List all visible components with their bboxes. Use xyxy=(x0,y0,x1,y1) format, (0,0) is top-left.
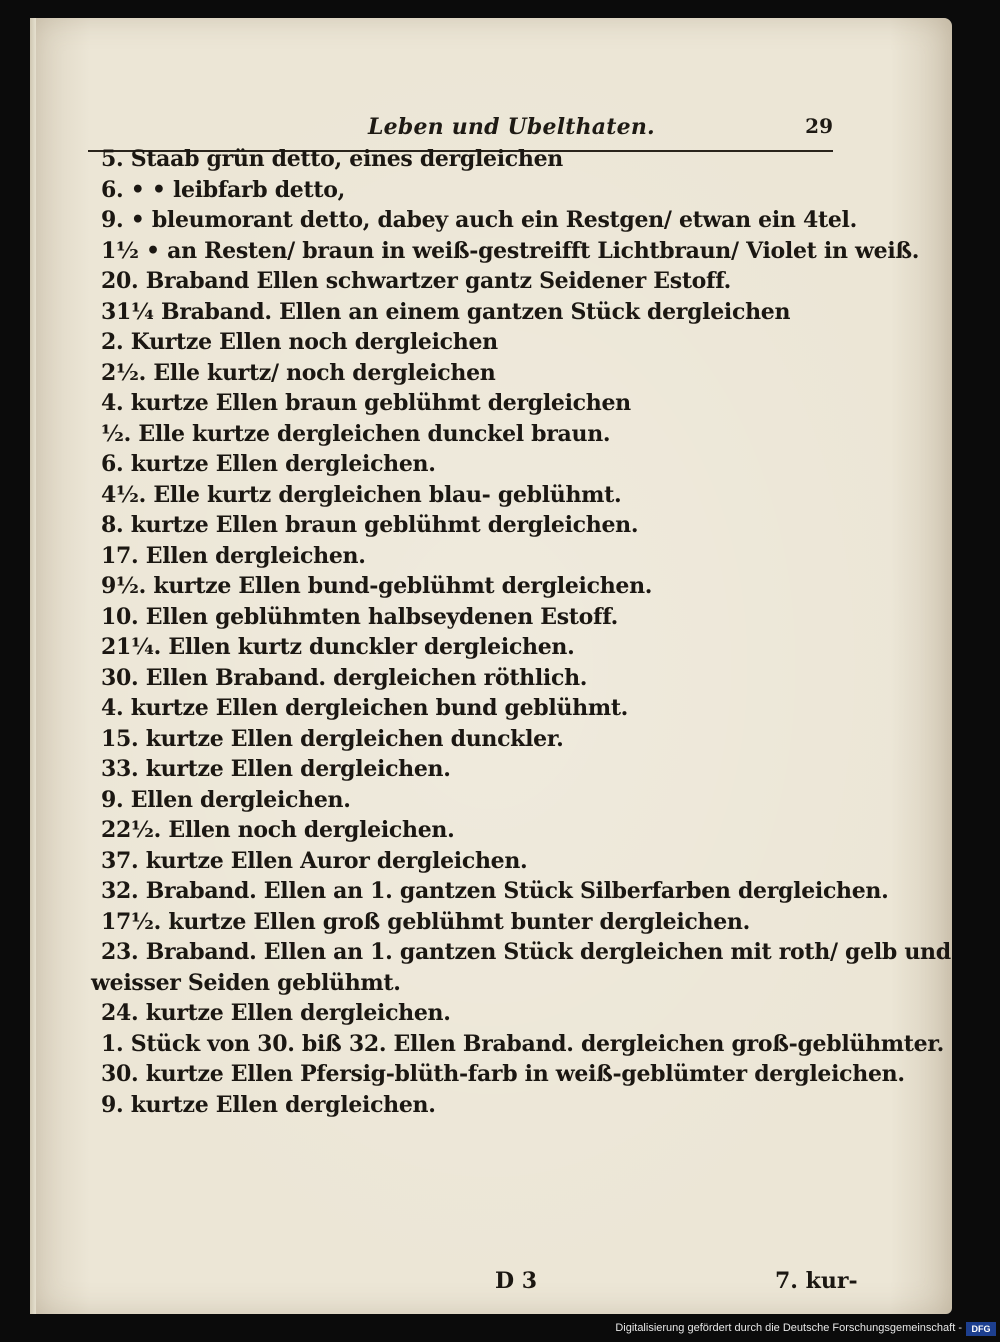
list-line: 37. kurtze Ellen Auror dergleichen. xyxy=(101,847,528,874)
list-line: 9. • bleumorant detto, dabey auch ein Restgen/ etwan ein 4tel. xyxy=(101,207,857,233)
page-footer xyxy=(101,1268,861,1298)
list-line: 17½. kurtze Ellen groß geblühmt bunter dergleichen. xyxy=(101,908,750,935)
inventory-list xyxy=(91,144,951,1294)
list-line: 24. kurtze Ellen dergleichen. xyxy=(101,1000,451,1026)
list-line: 4. kurtze Ellen dergleichen bund geblühmt. xyxy=(101,695,629,721)
list-line: 2½. Elle kurtz/ noch dergleichen xyxy=(101,359,496,386)
list-line: 31¼ Braband. Ellen an einem gantzen Stück dergleichen xyxy=(101,298,791,325)
digitization-credit: Digitalisierung gefördert durch die Deutsche Forschungsgemeinschaft - xyxy=(615,1322,962,1334)
list-line: 6. • • leibfarb detto, xyxy=(101,176,345,203)
list-line: 1. Stück von 30. biß 32. Ellen Braband. dergleichen groß-geblühmter. xyxy=(101,1030,944,1057)
list-line: 20. Braband Ellen schwartzer gantz Seidener Estoff. xyxy=(101,268,731,294)
list-line: 5. Staab grün detto, eines dergleichen xyxy=(101,146,563,172)
list-line: 21¼. Ellen kurtz dunckler dergleichen. xyxy=(101,634,575,660)
list-line: 10. Ellen geblühmten halbseydenen Estoff. xyxy=(101,603,618,630)
list-line: 4½. Elle kurtz dergleichen blau- geblühmt. xyxy=(101,481,622,508)
list-line: 2. Kurtze Ellen noch dergleichen xyxy=(101,329,498,355)
list-line: 9. Ellen dergleichen. xyxy=(101,786,351,813)
list-line: 4. kurtze Ellen braun geblühmt dergleichen xyxy=(101,390,631,416)
list-line: 1½ • an Resten/ braun in weiß-gestreifft Lichtbraun/ Violet in weiß. xyxy=(101,237,920,264)
page-number: 29 xyxy=(805,114,833,138)
list-line: 23. Braband. Ellen an 1. gantzen Stück dergleichen mit roth/ gelb und xyxy=(101,939,951,965)
page-spine-shadow xyxy=(30,18,36,1314)
list-line: ½. Elle kurtze dergleichen dunckel braun. xyxy=(101,420,611,447)
list-line: 32. Braband. Ellen an 1. gantzen Stück Silberfarben dergleichen. xyxy=(101,878,889,904)
list-line: 8. kurtze Ellen braun geblühmt dergleichen. xyxy=(101,512,639,538)
list-line: 15. kurtze Ellen dergleichen dunckler. xyxy=(101,725,564,752)
signature-mark: D 3 xyxy=(495,1268,538,1294)
list-line: 9. kurtze Ellen dergleichen. xyxy=(101,1091,436,1118)
list-line: 33. kurtze Ellen dergleichen. xyxy=(101,756,451,782)
list-line-continuation: weisser Seiden geblühmt. xyxy=(91,969,401,996)
list-line: 6. kurtze Ellen dergleichen. xyxy=(101,451,436,477)
list-line: 30. Ellen Braband. dergleichen röthlich. xyxy=(101,664,588,691)
dfg-logo: DFG xyxy=(966,1322,996,1336)
running-head: Leben und Ubelthaten. xyxy=(368,114,655,140)
book-page xyxy=(30,18,952,1314)
list-line: 17. Ellen dergleichen. xyxy=(101,542,366,569)
catchword: 7. kur- xyxy=(775,1268,858,1294)
list-line: 30. kurtze Ellen Pfersig-blüth-farb in weiß-geblümter dergleichen. xyxy=(101,1061,905,1087)
list-line: 9½. kurtze Ellen bund-geblühmt dergleichen. xyxy=(101,573,653,599)
list-line: 22½. Ellen noch dergleichen. xyxy=(101,817,455,843)
